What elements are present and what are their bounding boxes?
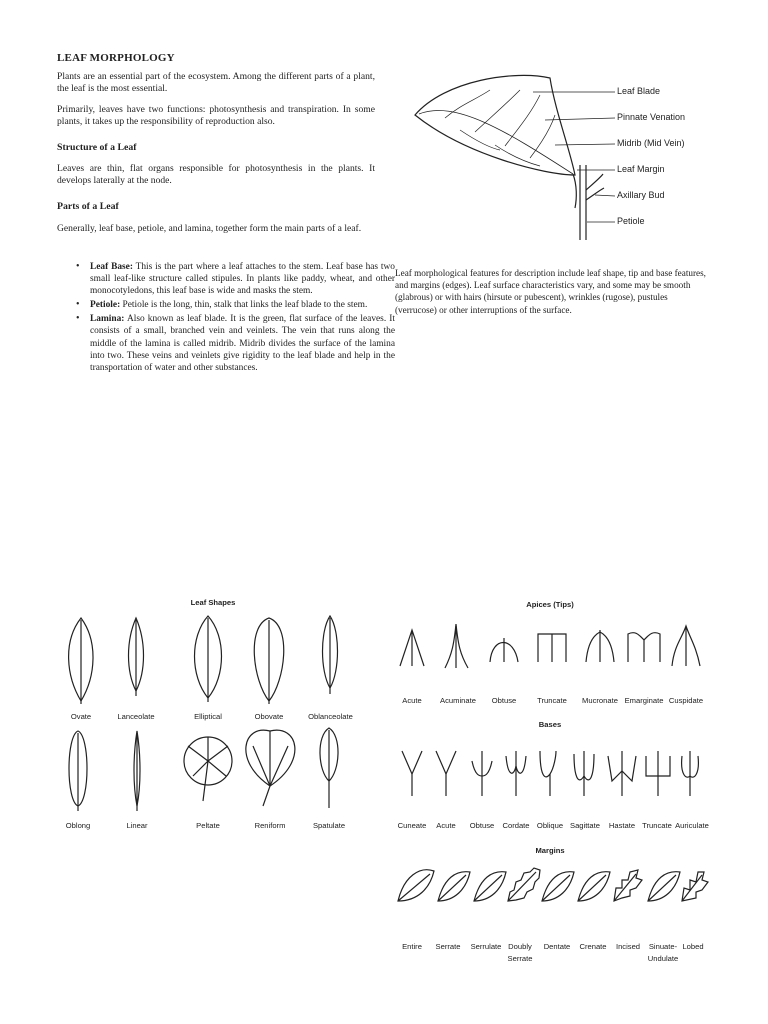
parts-paragraph: Generally, leaf base, petiole, and lamina, together form the main parts of a leaf. (57, 223, 362, 234)
base-label-cordate: Cordate (502, 821, 530, 830)
margin-label-crenate (574, 941, 612, 952)
apices-title: Apices (Tips) (526, 600, 574, 609)
shape-label-peltate: Peltate (196, 821, 220, 830)
desc-leaf-base: This is the part where a leaf attaches to the stem. Leaf base has two small leaf-like structure called stipules. In plants like paddy, wheat, and other monocotyledons, this leaf base is wide and masks the stem. (90, 262, 395, 297)
margin-label-incised (610, 941, 646, 952)
parts-list (90, 261, 395, 376)
leaf-diagram (405, 70, 705, 250)
shapes-title: Leaf Shapes (190, 598, 236, 607)
structure-paragraph: Leaves are thin, flat organs responsible for photosynthesis in the plants. It develops laterally at the node. (57, 163, 375, 187)
apex-label-mucronate: Mucronate (582, 696, 618, 705)
term-lamina: Lamina: (90, 314, 125, 325)
margin-label-crenate-text: Crenate (579, 942, 607, 951)
shape-label-linear: Linear (126, 821, 148, 830)
parts-heading: Parts of a Leaf (57, 201, 119, 212)
margins-title: Margins (535, 846, 565, 855)
margin-label-doubly-serrate (502, 941, 538, 965)
leaf-features-drawing (390, 596, 710, 976)
margin-label-serrulate (466, 941, 506, 952)
shape-label-oblanceolate: Oblanceolate (308, 712, 353, 721)
desc-petiole: Petiole is the long, thin, stalk that links the leaf blade to the stem. (120, 300, 368, 311)
base-label-hastate: Hastate (608, 821, 636, 830)
leaf-diagram-drawing (405, 70, 705, 250)
structure-heading: Structure of a Leaf (57, 142, 137, 153)
label-pinnate-venation: Pinnate Venation (617, 112, 686, 122)
list-item-leaf-base (90, 261, 395, 297)
list-item-petiole (90, 299, 395, 311)
margin-label-doubly-line1: Doubly (508, 942, 532, 951)
intro-paragraph: Plants are an essential part of the ecosystem. Among the different parts of a plant, the leaf is the most essential. (57, 71, 375, 95)
margin-label-entire-text: Entire (402, 942, 422, 951)
functions-paragraph: Primarily, leaves have two functions: photosynthesis and transpiration. In some plants, it takes up the responsibility of reproduction also. (57, 104, 375, 128)
base-label-obtuse: Obtuse (469, 821, 495, 830)
margin-label-sinuate-line1: Sinuate- (648, 942, 678, 951)
margin-label-lobed-text: Lobed (682, 942, 704, 951)
margin-label-incised-text: Incised (615, 942, 641, 951)
apex-label-cuspidate: Cuspidate (668, 696, 704, 705)
apex-label-obtuse: Obtuse (491, 696, 517, 705)
shape-label-oblong: Oblong (65, 821, 91, 830)
base-label-cuneate: Cuneate (397, 821, 427, 830)
apex-label-acuminate: Acuminate (440, 696, 476, 705)
label-midrib: Midrib (Mid Vein) (617, 138, 685, 148)
margin-label-dentate (538, 941, 576, 952)
apex-label-emarginate: Emarginate (624, 696, 664, 705)
margin-label-serrate-text: Serrate (435, 942, 461, 951)
apex-label-truncate: Truncate (537, 696, 567, 705)
shape-label-spatulate: Spatulate (312, 821, 346, 830)
margin-label-serrulate-text: Serrulate (470, 942, 502, 951)
base-label-sagittate: Sagittate (570, 821, 600, 830)
shape-label-ovate: Ovate (70, 712, 92, 721)
shape-label-elliptical: Elliptical (194, 712, 222, 721)
desc-lamina: Also known as leaf blade. It is the green, flat surface of the leaves. It consists of a small, branched vein and veinlets. The vein that runs along the middle of the lamina is called midrib. Midrib divides the surface of the lamina into two. These veins and veinlets give rigidity to the leaf blade and help in the transportation of water and other substances. (90, 314, 395, 373)
base-label-auriculate: Auriculate (675, 821, 709, 830)
margin-label-dentate-text: Dentate (543, 942, 571, 951)
base-label-truncate: Truncate (642, 821, 672, 830)
margin-label-sinuate-undulate (644, 941, 682, 965)
label-leaf-blade: Leaf Blade (617, 86, 661, 96)
base-label-oblique: Oblique (536, 821, 564, 830)
margin-label-sinuate-line2: Undulate (647, 954, 679, 963)
margin-label-serrate (430, 941, 466, 952)
margin-label-doubly-line2: Serrate (507, 954, 533, 963)
label-axillary-bud: Axillary Bud (617, 190, 665, 200)
margin-label-lobed (678, 941, 708, 952)
features-paragraph: Leaf morphological features for description include leaf shape, tip and base features, and margins (edges). Leaf surface characteristics vary, and some may be smooth (glabrous) or with hairs (hirsute or pubescent), wrinkles (rugose), pustules (verrucose) or other interruptions of the surface. (395, 268, 706, 315)
list-item-lamina (90, 313, 395, 373)
label-petiole: Petiole (617, 216, 645, 226)
base-label-acute: Acute (436, 821, 456, 830)
shape-label-obovate: Obovate (254, 712, 284, 721)
label-leaf-margin: Leaf Margin (617, 164, 665, 174)
shape-label-lanceolate: Lanceolate (117, 712, 155, 721)
bases-title: Bases (538, 720, 562, 729)
term-petiole: Petiole: (90, 300, 121, 311)
leaf-shapes-panel (58, 596, 368, 836)
apex-label-acute: Acute (402, 696, 422, 705)
shape-label-reniform: Reniform (254, 821, 286, 830)
leaf-features-panel (390, 596, 710, 976)
page-title: LEAF MORPHOLOGY (57, 52, 175, 64)
margin-label-entire (394, 941, 430, 952)
term-leaf-base: Leaf Base: (90, 262, 133, 272)
